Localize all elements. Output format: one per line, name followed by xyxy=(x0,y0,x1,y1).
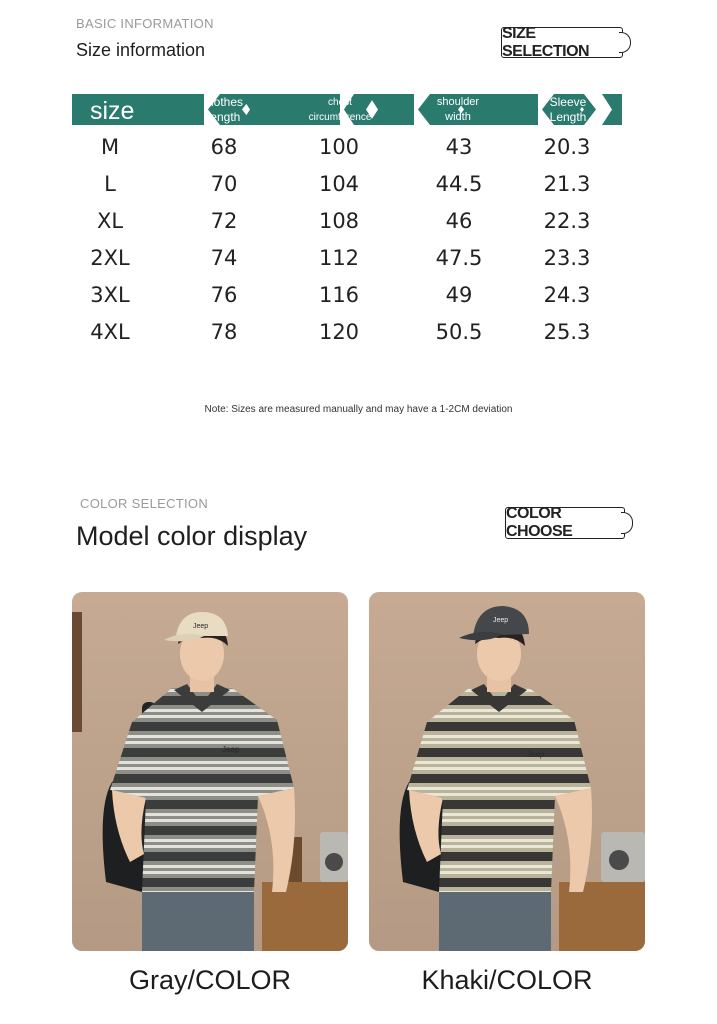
table-row xyxy=(72,129,622,165)
sleeve-cell: 23.3 xyxy=(543,246,591,270)
color-section-title: Model color display xyxy=(76,521,308,551)
sleeve-cell: 22.3 xyxy=(543,209,591,233)
size-cell: M xyxy=(100,135,120,159)
model-illustration-khaki xyxy=(369,592,645,951)
sleeve-cell: 20.3 xyxy=(543,135,591,159)
header-chest-circumference: chest circumference xyxy=(308,96,372,123)
table-row xyxy=(72,314,622,350)
table-row xyxy=(72,203,622,239)
table-row xyxy=(72,277,622,313)
sleeve-cell: 24.3 xyxy=(543,283,591,307)
sleeve-cell: 21.3 xyxy=(543,172,591,196)
size-cell: 2XL xyxy=(90,246,130,270)
clothes-length-cell: 72 xyxy=(210,209,238,233)
model-photo-gray[interactable] xyxy=(72,592,348,951)
shoulder-cell: 44.5 xyxy=(435,172,483,196)
chest-cell: 120 xyxy=(318,320,360,344)
shoulder-cell: 47.5 xyxy=(435,246,483,270)
clothes-length-cell: 74 xyxy=(210,246,238,270)
shirt-logo-khaki: Jeep xyxy=(527,750,545,759)
size-cell: L xyxy=(104,172,116,196)
color-label-khaki[interactable]: Khaki/COLOR xyxy=(421,965,593,995)
cap-logo-khaki: Jeep xyxy=(493,617,509,624)
sleeve-cell: 25.3 xyxy=(543,320,591,344)
chest-cell: 112 xyxy=(318,246,360,270)
cap-logo-gray: Jeep xyxy=(193,623,209,630)
shoulder-cell: 50.5 xyxy=(435,320,483,344)
chest-cell: 116 xyxy=(318,283,360,307)
shoulder-cell: 43 xyxy=(445,135,473,159)
color-choose-label: COLOR CHOOSE xyxy=(506,505,573,540)
measurement-note: Note: Sizes are measured manually and may have a 1-2CM deviation xyxy=(204,404,513,415)
header-size-label: size xyxy=(90,97,135,125)
model-photo-khaki[interactable] xyxy=(369,592,645,951)
model-illustration-gray xyxy=(72,592,348,951)
size-selection-label: SIZE SELECTION xyxy=(502,24,590,60)
clothes-length-cell: 68 xyxy=(210,135,238,159)
clothes-length-cell: 70 xyxy=(210,172,238,196)
header-clothes-length: clothes length xyxy=(204,94,244,124)
chest-cell: 100 xyxy=(318,135,360,159)
color-section-caption: COLOR SELECTION xyxy=(80,496,209,511)
shoulder-cell: 49 xyxy=(445,283,473,307)
color-label-gray[interactable]: Gray/COLOR xyxy=(128,965,292,995)
table-row xyxy=(72,240,622,276)
size-cell: XL xyxy=(96,209,124,233)
table-row xyxy=(72,166,622,202)
size-cell: 4XL xyxy=(90,320,130,344)
size-table-header xyxy=(72,94,622,125)
clothes-length-cell: 76 xyxy=(210,283,238,307)
header-shoulder-width: shoulder width xyxy=(436,95,480,123)
header-sleeve-length: Sleeve Length xyxy=(549,94,587,124)
size-section-caption: BASIC INFORMATION xyxy=(76,16,214,31)
size-cell: 3XL xyxy=(90,283,130,307)
size-selection-tag xyxy=(501,24,623,60)
color-choose-tag xyxy=(505,507,625,539)
shoulder-cell: 46 xyxy=(445,209,473,233)
clothes-length-cell: 78 xyxy=(210,320,238,344)
chest-cell: 108 xyxy=(318,209,360,233)
size-section-title: Size information xyxy=(76,40,206,60)
chest-cell: 104 xyxy=(318,172,360,196)
shirt-logo-gray: Jeep xyxy=(222,745,240,754)
